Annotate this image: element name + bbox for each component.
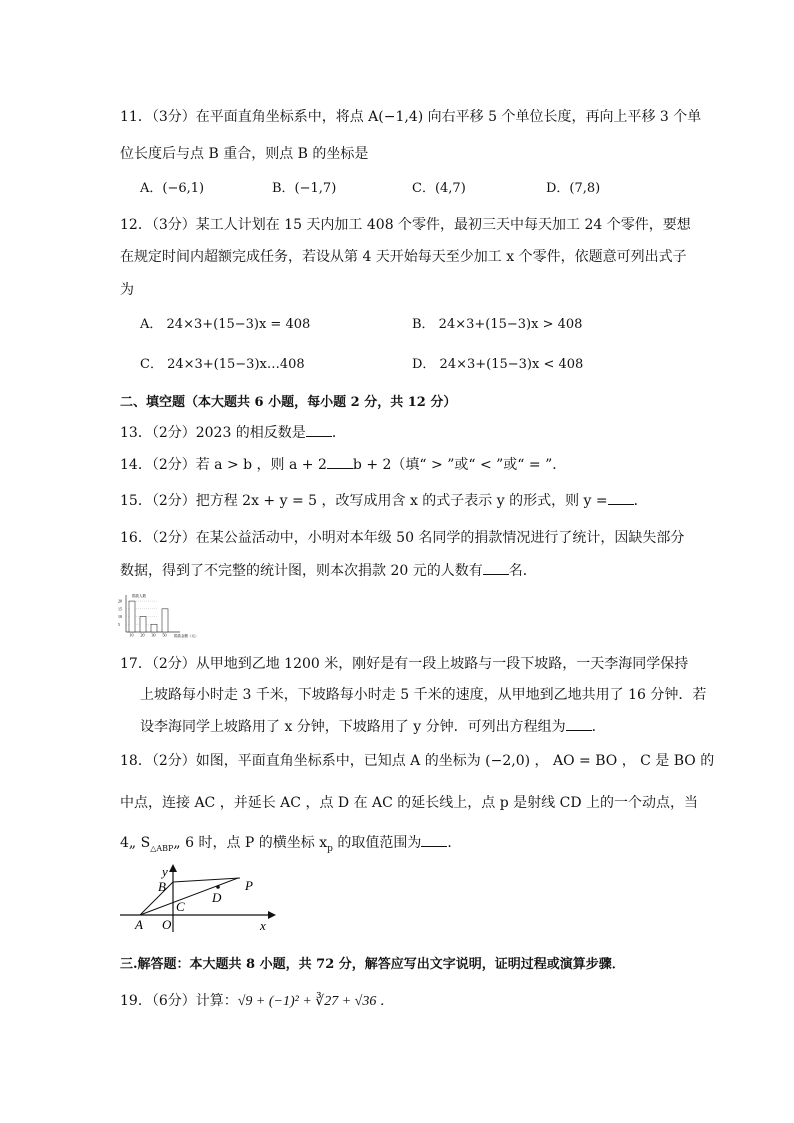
q12-option-b: B． 24×3+(15−3)x > 408 — [412, 317, 583, 332]
q12-line1: 12．（3分）某工人计划在 15 天内加工 408 个零件，最初三天中每天加工 24 个零件，要想 — [120, 217, 691, 233]
q14-text: 14．（2分）若 a > b ，则 a + 2 — [120, 457, 327, 473]
q11-line2: 位长度后与点 B 重合，则点 B 的坐标是 — [120, 146, 369, 162]
bar — [129, 601, 135, 632]
label-c: C — [176, 899, 185, 914]
q12-line3: 为 — [120, 282, 134, 298]
p-subscript: p — [327, 843, 333, 854]
answer-blank — [608, 492, 634, 505]
q19-text: 19．（6分）计算： — [120, 993, 238, 1009]
bar — [151, 624, 157, 632]
q16-end: 名． — [508, 563, 537, 579]
label-d: D — [212, 890, 222, 905]
section2-heading: 二、填空题（本大题共 6 小题，每小题 2 分，共 12 分） — [120, 395, 457, 410]
label-x: x — [260, 918, 266, 933]
x-tick-label: 30 — [151, 632, 156, 638]
y-tick-label: 20 — [118, 598, 122, 604]
q15 — [120, 492, 648, 510]
x-axis-arrow — [268, 911, 276, 919]
q11-option-c: C．(4,7) — [412, 181, 466, 196]
x-axis-label: 捐款金额（元） — [174, 634, 199, 638]
q11-option-b: B．(−1,7) — [272, 181, 337, 196]
q14-end: b + 2（填“ > ”或“ < ”或“ = ”． — [352, 457, 567, 473]
q12-option-c: C． 24×3+(15−3)x…408 — [140, 357, 305, 372]
q13-text: 13．（2分）2023 的相反数是 — [120, 425, 306, 441]
bar — [140, 617, 146, 632]
bar — [162, 609, 168, 632]
q17-text: 设李海同学上坡路用了 x 分钟，下坡路用了 y 分钟．可列出方程组为 — [140, 719, 566, 735]
q17-end: ． — [591, 719, 606, 735]
q16-line2 — [120, 562, 537, 580]
answer-blank — [306, 424, 332, 437]
ray-ac — [140, 878, 238, 915]
q19-expression: √9 + (−1)² + ∛27 + √36 ． — [237, 994, 394, 1009]
q16-text: 数据，得到了不完整的统计图，则本次捐款 20 元的人数有 — [120, 563, 483, 579]
answer-blank — [327, 456, 353, 469]
q16-line1: 16．（2分）在某公益活动中，小明对本年级 50 名同学的捐款情况进行了统计，因缺失部分 — [120, 530, 685, 546]
q17-line1: 17．（2分）从甲地到乙地 1200 米，刚好是有一段上坡路与一段下坡路，一天李海同学保持 — [120, 656, 689, 672]
q19 — [120, 992, 394, 1011]
q11-option-d: D．(7,8) — [546, 181, 601, 196]
q18-text-b: „ 6 时，点 P 的横坐标 x — [173, 835, 328, 851]
label-a: A — [135, 917, 143, 932]
q13-end: ． — [331, 425, 346, 441]
label-y: y — [162, 864, 168, 879]
x-tick-label: 50 — [162, 632, 167, 638]
y-tick-label: 5 — [118, 621, 120, 627]
q18-end: ． — [447, 835, 462, 851]
q16-bar-chart — [118, 592, 214, 638]
q17-line3 — [140, 718, 606, 736]
label-o: O — [162, 917, 172, 932]
q18-text-a: 4„ S — [120, 835, 151, 851]
q11-line1: 11．（3分）在平面直角坐标系中，将点 A(−1,4) 向右平移 5 个单位长度，再向上平移 3 个单 — [120, 109, 702, 125]
q14 — [120, 456, 566, 474]
q12-option-d: D． 24×3+(15−3)x < 408 — [412, 357, 584, 372]
q17-line2: 上坡路每小时走 3 千米，下坡路每小时走 5 千米的速度，从甲地到乙地共用了 16 分钟．若 — [140, 687, 707, 703]
q15-text: 15．（2分）把方程 2x + y = 5 ，改写成用含 x 的式子表示 y 的形式，则 y = — [120, 493, 608, 509]
section3-heading: 三.解答题：本大题共 8 小题，共 72 分，解答应写出文字说明，证明过程或演算步骤． — [120, 957, 625, 972]
x-tick-label: 20 — [140, 632, 145, 638]
q12-option-a: A． 24×3+(15−3)x = 408 — [140, 317, 311, 332]
answer-blank — [421, 834, 447, 847]
y-axis-label: 捐款人数 — [132, 594, 146, 598]
q15-end: ． — [633, 493, 648, 509]
q18-line1: 18．（2分）如图，平面直角坐标系中，已知点 A 的坐标为 (−2,0) ， AO = BO ， C 是 BO 的 — [120, 753, 715, 769]
y-axis-arrow — [169, 864, 177, 872]
q11-option-a: A．(−6,1) — [140, 181, 205, 196]
answer-blank — [483, 562, 509, 575]
q13 — [120, 424, 346, 442]
label-p: P — [245, 878, 253, 893]
segment-ab — [140, 882, 173, 915]
x-tick-label: 10 — [129, 632, 134, 638]
area-subscript: △ABP — [150, 843, 174, 853]
q18-line3 — [120, 834, 461, 858]
y-tick-label: 10 — [118, 614, 122, 620]
q18-text-c: 的取值范围为 — [332, 835, 422, 851]
q18-coordinate-figure — [118, 860, 278, 934]
point-d — [216, 885, 220, 889]
q12-line2: 在规定时间内超额完成任务，若设从第 4 天开始每天至少加工 x 个零件，依题意可列出式子 — [120, 249, 687, 265]
q18-line2: 中点，连接 AC ，并延长 AC ，点 D 在 AC 的延长线上，点 p 是射线 CD 上的一个动点，当 — [120, 795, 698, 811]
label-b: B — [158, 879, 166, 894]
answer-blank — [566, 718, 592, 731]
y-tick-label: 15 — [118, 606, 122, 612]
